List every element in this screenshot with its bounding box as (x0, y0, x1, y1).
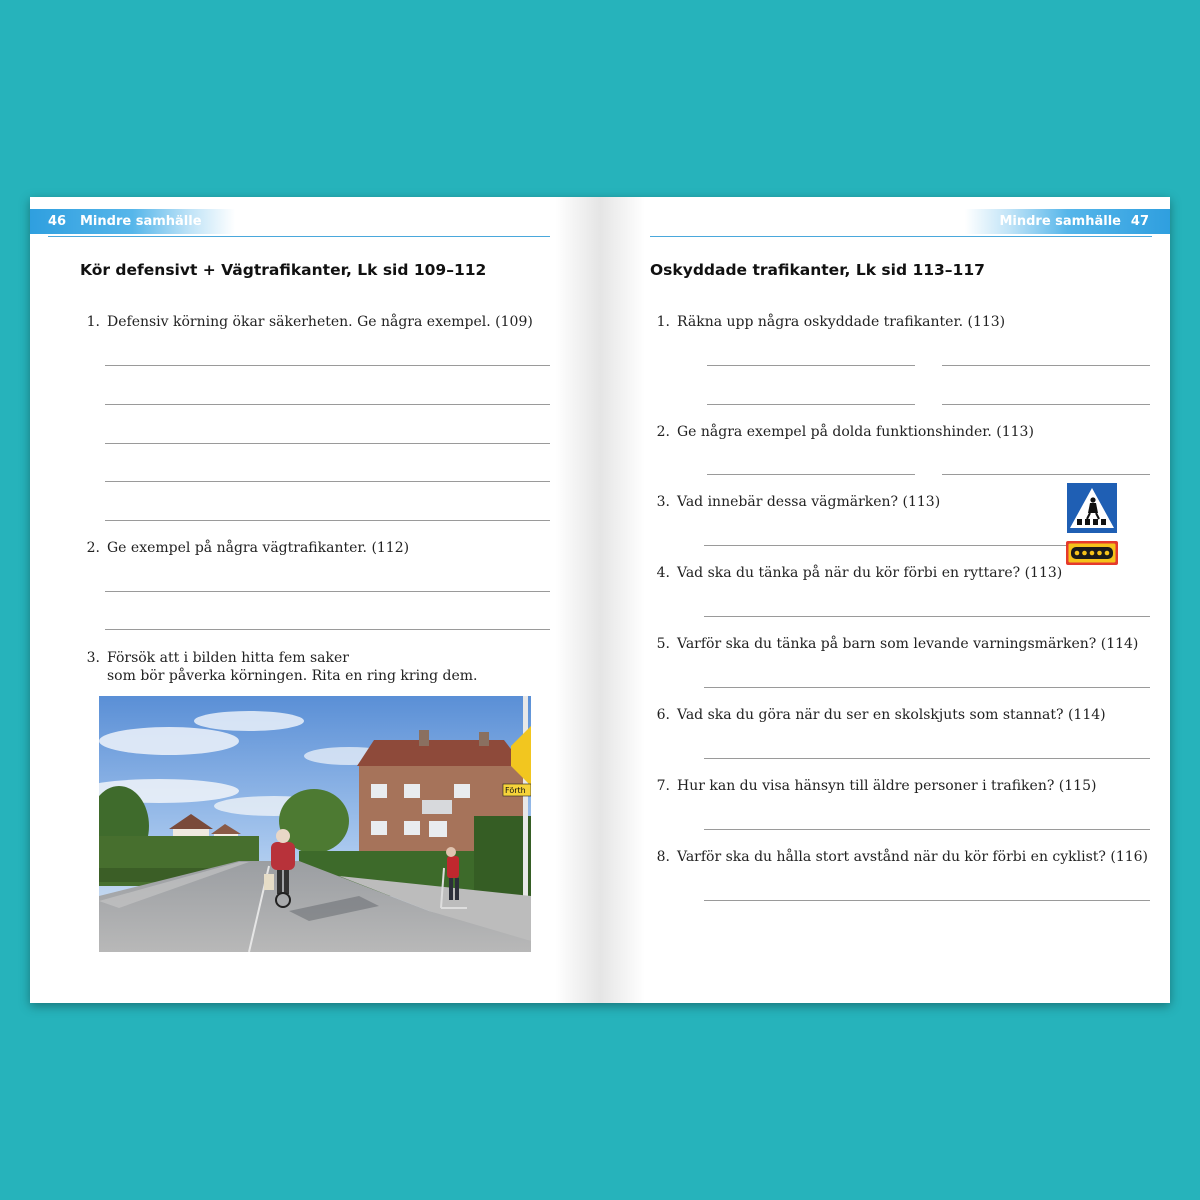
question-number: 2. (86, 540, 100, 556)
page-gutter-shadow (555, 197, 600, 1003)
answer-line[interactable] (105, 629, 550, 630)
question-number: 4. (656, 565, 670, 581)
answer-line[interactable] (105, 443, 550, 444)
left-page (30, 197, 600, 1003)
answer-line[interactable] (704, 687, 1150, 688)
page-number: 47 (1130, 214, 1149, 229)
question-number: 1. (656, 314, 670, 330)
section-title: Mindre samhälle (80, 214, 202, 229)
question-number: 5. (656, 636, 670, 652)
question-text-line-2: som bör påverka körningen. Rita en ring kring dem. (107, 668, 478, 684)
answer-line[interactable] (942, 404, 1150, 405)
answer-line[interactable] (105, 481, 550, 482)
question-text: Varför ska du hålla stort avstånd när du kör förbi en cyklist? (116) (677, 849, 1149, 865)
open-workbook (30, 197, 1170, 1003)
question-number: 6. (656, 707, 670, 723)
question-text: Defensiv körning ökar säkerheten. Ge några exempel. (109) (107, 314, 533, 330)
question-8 (652, 848, 1148, 866)
answer-line[interactable] (105, 520, 550, 521)
question-3 (652, 493, 940, 511)
answer-line[interactable] (942, 365, 1150, 366)
page-number: 46 (48, 214, 67, 229)
question-text: Hur kan du visa hänsyn till äldre personer i trafiken? (115) (677, 778, 1097, 794)
answer-line[interactable] (105, 404, 550, 405)
question-text: Räkna upp några oskyddade trafikanter. (113) (677, 314, 1006, 330)
question-text: Vad innebär dessa vägmärken? (113) (677, 494, 941, 510)
header-rule (48, 236, 550, 237)
lights-plate-sign-icon (1066, 541, 1118, 565)
question-number: 3. (656, 494, 670, 510)
answer-line[interactable] (105, 591, 550, 592)
answer-line[interactable] (105, 365, 550, 366)
question-5 (652, 635, 1138, 653)
answer-line[interactable] (707, 404, 915, 405)
answer-line[interactable] (942, 474, 1150, 475)
answer-line[interactable] (707, 474, 915, 475)
street-photo[interactable] (99, 696, 531, 952)
right-page (600, 197, 1170, 1003)
question-text: Varför ska du tänka på barn som levande varningsmärken? (114) (677, 636, 1139, 652)
pedestrian-crossing-sign-icon (1064, 480, 1120, 536)
question-1 (82, 313, 533, 331)
question-text: Vad ska du göra när du ser en skolskjuts som stannat? (114) (677, 707, 1106, 723)
answer-line[interactable] (707, 365, 915, 366)
question-text: Ge några exempel på dolda funktionshinder. (113) (677, 424, 1034, 440)
question-4 (652, 564, 1062, 582)
answer-line[interactable] (704, 545, 1086, 546)
page-title: Kör defensivt + Vägtrafikanter, Lk sid 109–112 (80, 261, 487, 279)
question-6 (652, 706, 1106, 724)
question-number: 2. (656, 424, 670, 440)
header-rule (650, 236, 1152, 237)
question-2 (652, 423, 1034, 441)
section-title: Mindre samhälle (999, 214, 1121, 229)
question-number: 8. (656, 849, 670, 865)
question-3 (82, 649, 477, 685)
question-text: Ge exempel på några vägtrafikanter. (112) (107, 540, 410, 556)
photo-sign-text: Förth (505, 786, 526, 795)
question-number: 7. (656, 778, 670, 794)
question-7 (652, 777, 1096, 795)
page-gutter-shadow (600, 197, 645, 1003)
question-2 (82, 539, 409, 557)
answer-line[interactable] (704, 758, 1150, 759)
answer-line[interactable] (704, 616, 1150, 617)
question-text-line-1: Försök att i bilden hitta fem saker (107, 650, 349, 666)
answer-line[interactable] (704, 829, 1150, 830)
question-text: Vad ska du tänka på när du kör förbi en ryttare? (113) (677, 565, 1063, 581)
answer-line[interactable] (704, 900, 1150, 901)
question-number: 1. (86, 314, 100, 330)
page-title: Oskyddade trafikanter, Lk sid 113–117 (650, 261, 985, 279)
question-1 (652, 313, 1005, 331)
question-number: 3. (86, 650, 100, 666)
